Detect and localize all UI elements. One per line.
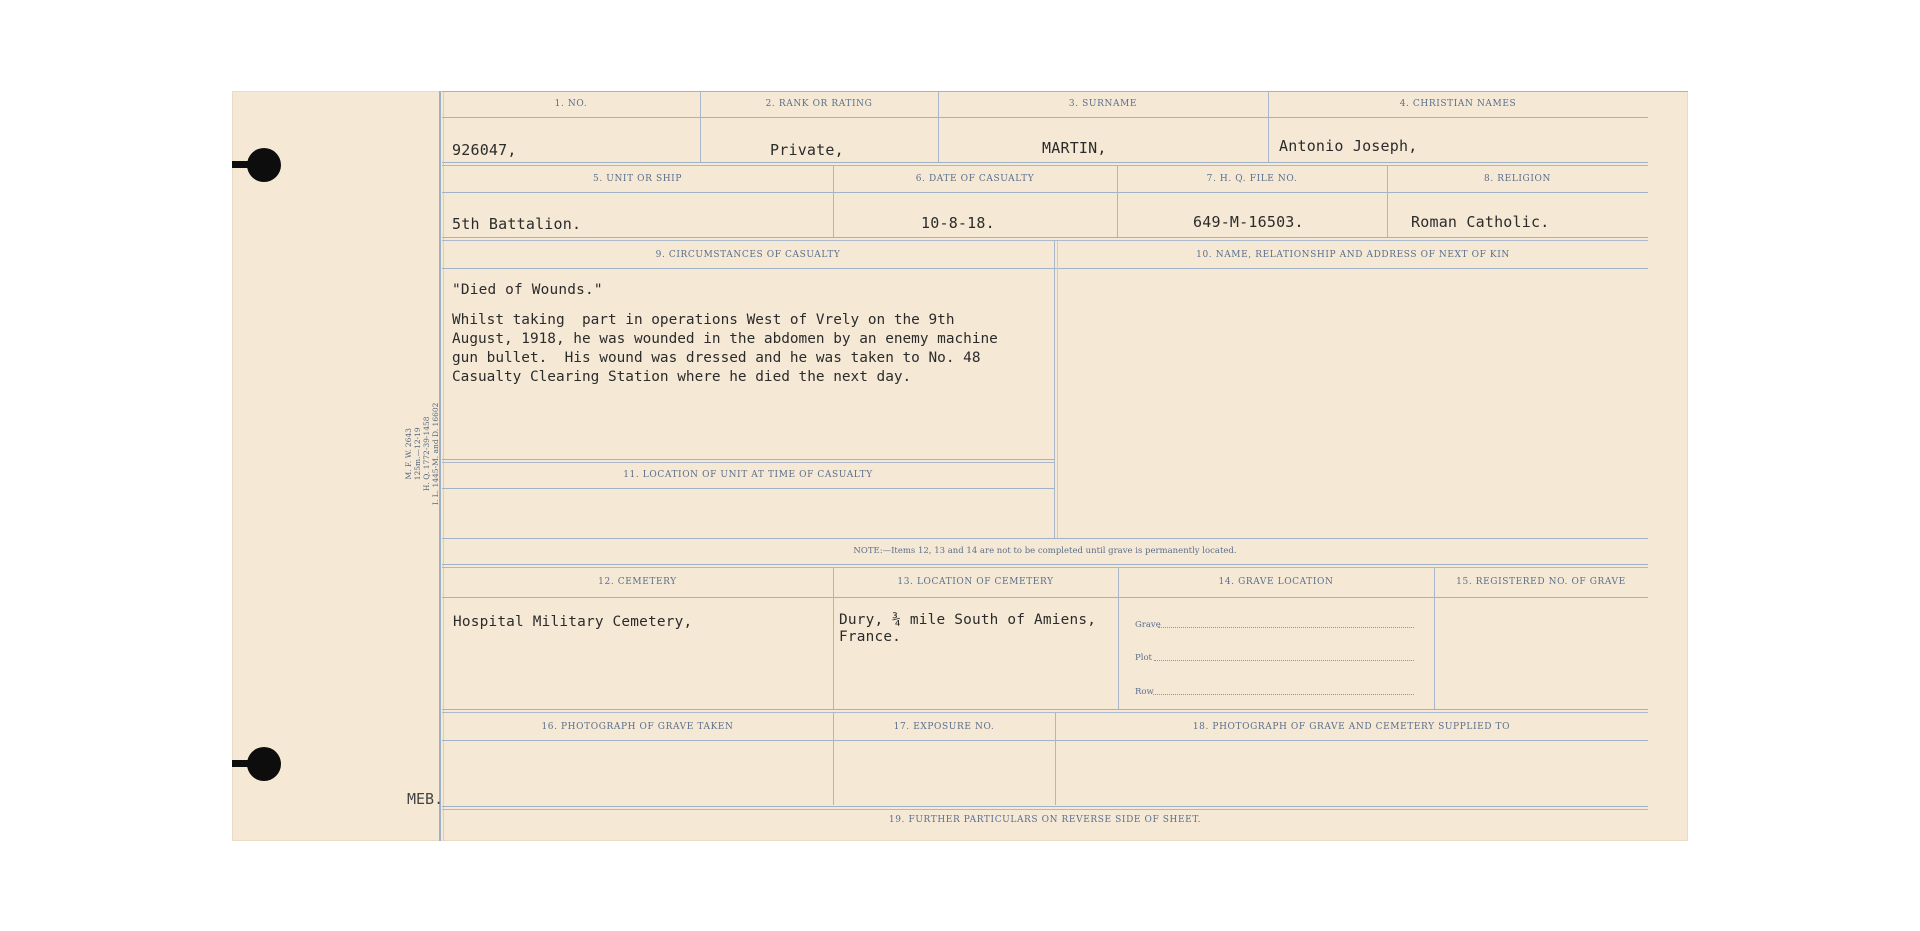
- header-surname: 3. SURNAME: [1068, 99, 1138, 109]
- rule: [442, 192, 1648, 193]
- circumstances-line: Casualty Clearing Station where he died the next day.: [452, 369, 912, 385]
- rule: [442, 709, 1648, 710]
- form-reference-line: I. L. 1445-M. and D. 16602: [431, 402, 440, 505]
- unit: 5th Battalion.: [452, 215, 582, 233]
- date-of-casualty: 10-8-18.: [921, 214, 995, 232]
- header-religion: 8. RELIGION: [1484, 174, 1551, 184]
- header-photograph-supplied: 18. PHOTOGRAPH OF GRAVE AND CEMETERY SUPPLIED TO: [1192, 722, 1511, 732]
- row-field-line: [1153, 694, 1414, 695]
- plot-label: Plot: [1135, 653, 1152, 663]
- rule: [1057, 241, 1058, 538]
- circumstances-title: "Died of Wounds.": [452, 282, 603, 298]
- form-reference-line: H. Q. 1772-39-1458: [422, 416, 431, 492]
- header-location-of-unit: 11. LOCATION OF UNIT AT TIME OF CASUALTY: [623, 470, 873, 480]
- header-christian-names: 4. CHRISTIAN NAMES: [1399, 99, 1517, 109]
- rule: [442, 117, 1648, 118]
- binder-hole-tab: [232, 760, 254, 767]
- header-location-of-cemetery: 13. LOCATION OF CEMETERY: [897, 577, 1054, 587]
- form-reference: [404, 403, 440, 505]
- row-label: Row: [1135, 687, 1154, 697]
- rule: [442, 162, 1648, 163]
- form-reference-line: 125m.—12-19: [413, 427, 422, 481]
- header-photograph-taken: 16. PHOTOGRAPH OF GRAVE TAKEN: [541, 722, 734, 732]
- grave-label: Grave: [1135, 620, 1161, 630]
- rule: [442, 564, 1648, 565]
- plot-field-line: [1154, 660, 1414, 661]
- circumstances-line: August, 1918, he was wounded in the abdomen by an enemy machine: [452, 331, 998, 347]
- rule: [1118, 568, 1119, 709]
- rule: [1054, 241, 1055, 538]
- rule: [442, 806, 1648, 807]
- header-hq-file: 7. H. Q. FILE NO.: [1206, 174, 1298, 184]
- cemetery-location-line: Dury, ¾ mile South of Amiens,: [839, 612, 1097, 628]
- service-number: 926047,: [452, 141, 517, 159]
- cemetery-location-line: France.: [839, 629, 902, 645]
- rule: [442, 237, 1648, 238]
- rank: Private,: [770, 141, 844, 159]
- cemetery: Hospital Military Cemetery,: [453, 614, 693, 630]
- rule: [442, 538, 1648, 539]
- binder-hole-tab: [232, 161, 254, 168]
- circumstances-line: Whilst taking part in operations West of Vrely on the 9th: [452, 312, 955, 328]
- form-reference-line: M. F. W. 2643: [404, 428, 413, 480]
- clerk-initials: MEB.: [407, 790, 444, 808]
- rule: [442, 459, 1054, 460]
- rule: [442, 597, 1648, 598]
- header-next-of-kin: 10. NAME, RELATIONSHIP AND ADDRESS OF NEXT OF KIN: [1196, 250, 1510, 260]
- further-particulars-note: 19. FURTHER PARTICULARS ON REVERSE SIDE OF SHEET.: [888, 815, 1202, 825]
- note: NOTE:—Items 12, 13 and 14 are not to be completed until grave is permanently located.: [853, 546, 1237, 556]
- rule: [1434, 568, 1435, 709]
- rule: [442, 740, 1648, 741]
- hq-file-number: 649-M-16503.: [1193, 213, 1304, 231]
- rule: [833, 568, 834, 709]
- religion: Roman Catholic.: [1411, 213, 1550, 231]
- rule: [442, 488, 1054, 489]
- header-exposure-no: 17. EXPOSURE NO.: [893, 722, 995, 732]
- header-date: 6. DATE OF CASUALTY: [915, 174, 1035, 184]
- surname: MARTIN,: [1042, 139, 1107, 157]
- header-rank: 2. RANK OR RATING: [765, 99, 873, 109]
- rule: [442, 91, 1688, 92]
- header-registered-no: 15. REGISTERED NO. OF GRAVE: [1456, 577, 1626, 587]
- christian-names: Antonio Joseph,: [1279, 137, 1418, 155]
- header-grave-location: 14. GRAVE LOCATION: [1218, 577, 1334, 587]
- header-no: 1. NO.: [554, 99, 588, 109]
- header-circumstances: 9. CIRCUMSTANCES OF CASUALTY: [655, 250, 841, 260]
- header-unit: 5. UNIT OR SHIP: [593, 174, 682, 184]
- rule: [442, 268, 1648, 269]
- grave-field-line: [1158, 627, 1414, 628]
- header-cemetery: 12. CEMETERY: [598, 577, 677, 587]
- circumstances-line: gun bullet. His wound was dressed and he was taken to No. 48: [452, 350, 981, 366]
